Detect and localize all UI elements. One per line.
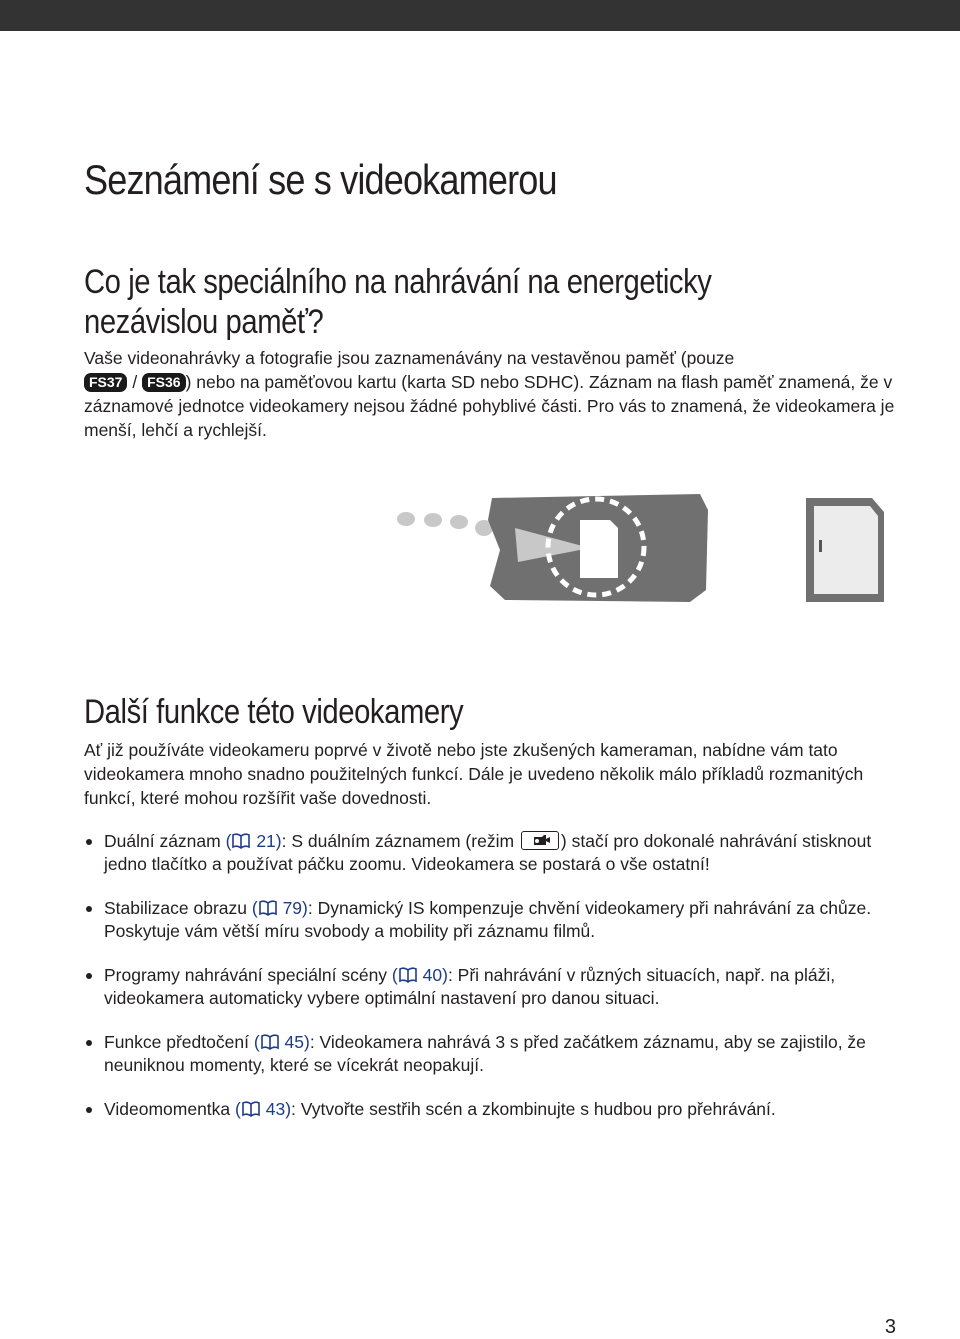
memory-illustration: [390, 490, 890, 610]
close-paren: ): [442, 965, 448, 985]
page-number-ref: 40: [422, 965, 443, 985]
bullet-text: : Vytvořte sestřih scén a zkombinujte s hudbou pro přehrávání.: [291, 1099, 776, 1119]
memory-paragraph: [84, 346, 904, 442]
bullet-text-b: ) stačí pro dokonalé nahrávání stisknout jedno tlačítko a používat páčku zoomu. Videokamera se postará o vše ostatní!: [104, 831, 872, 874]
section-heading-memory: Co je tak speciálního na nahrávání na energeticky nezávislou paměť?: [84, 263, 712, 341]
open-paren: (: [230, 1099, 241, 1119]
list-item: [84, 1031, 904, 1077]
header-bar: [0, 0, 960, 31]
memory-text-a: Vaše videonahrávky a fotografie jsou zaznamenávány na vestavěnou paměť (pouze: [84, 348, 735, 368]
bullet-title: Videomomentka: [104, 1099, 231, 1119]
list-item: [84, 1098, 904, 1121]
sd-card-icon: [806, 498, 884, 602]
page-number-ref: 43: [265, 1099, 286, 1119]
page-number-ref: 21: [256, 831, 276, 851]
page-number-ref: 79: [282, 898, 303, 918]
book-icon: [241, 1101, 261, 1117]
close-paren: ): [285, 1099, 292, 1119]
bullet-title: Programy nahrávání speciální scény: [104, 965, 388, 985]
page-number-ref: 45: [284, 1032, 304, 1052]
close-paren: ): [304, 1032, 310, 1052]
features-intro: Ať již používáte videokameru poprvé v životě nebo jste zkušených kameraman, nabídne vám tato videokamera mnoho snadno použitelných funkcí. Dále je uvedeno několik málo příkladů rozmanitých funkcí, které mohou rozšířit vaše dovednosti.: [84, 740, 864, 808]
bullet-title: Funkce předtočení: [104, 1032, 249, 1052]
model-badge-fs37: FS37: [84, 373, 127, 392]
bullet-title: Stabilizace obrazu: [104, 898, 247, 918]
list-item: [84, 897, 904, 943]
model-badge-fs36: FS36: [142, 373, 185, 392]
bullet-title: Duální záznam: [104, 831, 221, 851]
book-icon: [258, 900, 278, 916]
list-item: [84, 830, 904, 876]
bullet-text: : Videokamera nahrává 3 s před začátkem záznamu, aby se zajistilo, že neuniknou momenty, které se vícekrát neopakují.: [104, 1032, 866, 1075]
memory-text-b: ) nebo na paměťovou kartu (karta SD nebo SDHC). Záznam na flash paměť znamená, že v záznamové jednotce videokamery nejsou žádné pohyblivé části. Pro vás to znamená, že videokamera je menší, lehčí a rychlejší.: [84, 372, 895, 440]
book-icon: [260, 1034, 280, 1050]
badge-slash: /: [132, 372, 138, 392]
open-paren: (: [248, 1032, 260, 1052]
page-reference[interactable]: [230, 1099, 291, 1119]
book-icon: [398, 967, 418, 983]
book-icon: [231, 833, 251, 849]
dots-icon: [397, 512, 493, 536]
features-list: [84, 830, 904, 1142]
close-paren: ): [275, 831, 282, 851]
close-paren: ): [302, 898, 308, 918]
page-reference[interactable]: [247, 898, 308, 918]
bullet-text: : Dynamický IS kompenzuje chvění videokamery při nahrávání za chůze. Poskytuje vám větší míru svobody a mobility při záznamu filmů.: [104, 898, 872, 941]
page-number: 3: [884, 1316, 896, 1338]
page-title: Seznámení se s videokamerou: [84, 156, 557, 203]
dual-shot-mode-icon: [521, 831, 559, 850]
bullet-text: : Při nahrávání v různých situacích, např. na pláži, videokamera automaticky vybere optimální nastavení pro danou situaci.: [104, 965, 836, 1008]
camcorder-icon: [488, 494, 708, 602]
page-reference[interactable]: [221, 831, 282, 851]
open-paren: (: [247, 898, 258, 918]
page-reference[interactable]: [387, 965, 448, 985]
open-paren: (: [387, 965, 398, 985]
section-heading-features: Další funkce této videokamery: [84, 693, 464, 731]
open-paren: (: [220, 831, 232, 851]
list-item: [84, 964, 904, 1010]
bullet-text-a: : S duálním záznamem (režim: [281, 831, 515, 851]
page-reference[interactable]: [249, 1032, 310, 1052]
